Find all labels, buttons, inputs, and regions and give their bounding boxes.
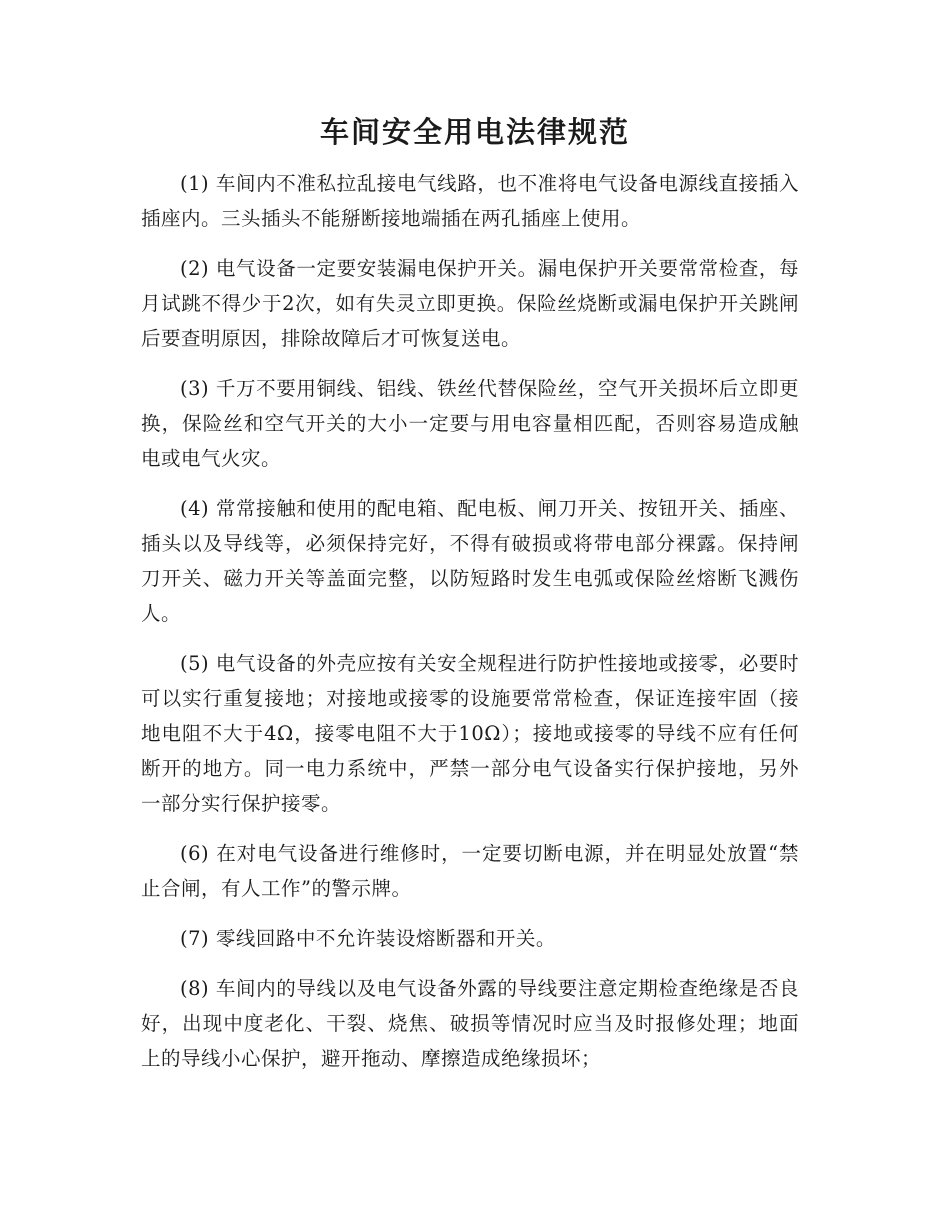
- rule-paragraph-4: (4) 常常接触和使用的配电箱、配电板、闸刀开关、按钮开关、插座、插头以及导线等，必须保持完好，不得有破损或将带电部分裸露。保持闸刀开关、磁力开关等盖面完整，以防短路时发生电弧或保险丝熔断飞溅伤人。: [141, 497, 799, 625]
- rule-paragraph-2: (2) 电气设备一定要安装漏电保护开关。漏电保护开关要常常检查，每月试跳不得少于2次，如有失灵立即更换。保险丝烧断或漏电保护开关跳闸后要查明原因，排除故障后才可恢复送电。: [141, 257, 799, 350]
- page-title: 车间安全用电法律规范: [319, 115, 630, 149]
- document-body: [141, 166, 799, 1091]
- rule-paragraph-8: (8) 车间内的导线以及电气设备外露的导线要注意定期检查绝缘是否良好，出现中度老化、干裂、烧焦、破损等情况时应当及时报修处理；地面上的导线小心保护，避开拖动、摩擦造成绝缘损坏；: [141, 977, 799, 1070]
- rule-paragraph-1: (1) 车间内不准私拉乱接电气线路，也不准将电气设备电源线直接插入插座内。三头插头不能掰断接地端插在两孔插座上使用。: [141, 172, 799, 230]
- rule-paragraph-6: (6) 在对电气设备进行维修时，一定要切断电源，并在明显处放置“禁止合闸，有人工作”的警示牌。: [141, 842, 799, 900]
- rule-paragraph-7: (7) 零线回路中不允许装设熔断器和开关。: [180, 927, 556, 950]
- rule-paragraph-3: (3) 千万不要用铜线、铝线、铁丝代替保险丝，空气开关损坏后立即更换，保险丝和空气开关的大小一定要与用电容量相匹配，否则容易造成触电或电气火灾。: [141, 377, 799, 470]
- rule-paragraph-5: (5) 电气设备的外壳应按有关安全规程进行防护性接地或接零，必要时可以实行重复接地；对接地或接零的设施要常常检查，保证连接牢固（接地电阻不大于4Ω，接零电阻不大于10Ω）；接地或接零的导线不应有任何断开的地方。同一电力系统中，严禁一部分电气设备实行保护接地，另外一部分实行保护接零。: [141, 652, 799, 815]
